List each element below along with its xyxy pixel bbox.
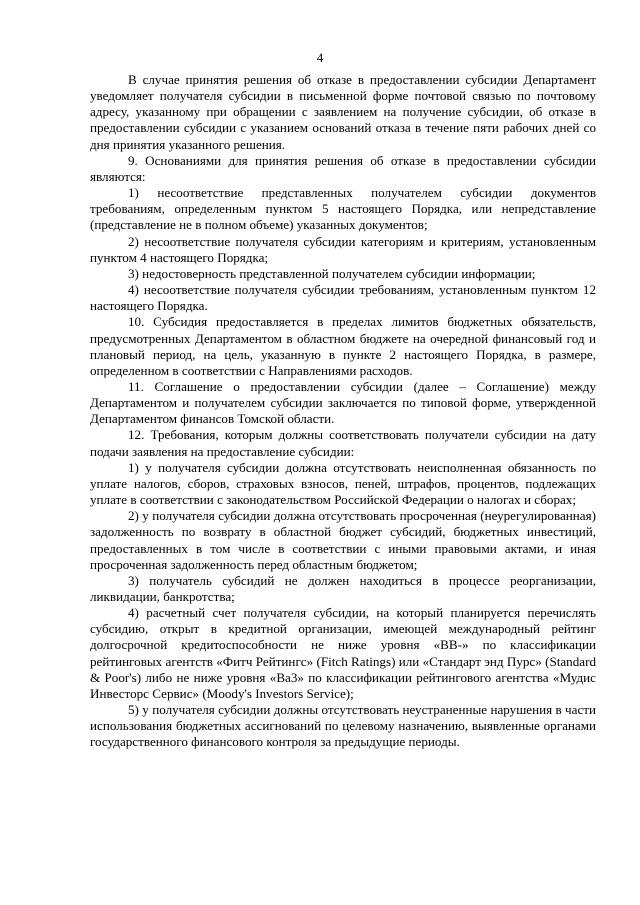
paragraph-10: 10. Субсидия предоставляется в пределах лимитов бюджетных обязательств, предусмотренных Департаментом в областном бюджете на очередной финансовый год и плановый период, на цель, указанную в пункте 2 настоящего Порядка, в размере, определенном в соответствии с Направлениями расходов. [90,314,596,378]
paragraph-9-item-1: 1) несоответствие представленных получателем субсидии документов требованиям, определенным пунктом 5 настоящего Порядка, или непредставление (представление не в полном объеме) указанных документов; [90,185,596,233]
page-number: 4 [316,50,324,65]
paragraph-9-item-4: 4) несоответствие получателя субсидии требованиям, установленным пунктом 12 настоящего Порядка. [90,282,596,314]
paragraph-12-requirements: 12. Требования, которым должны соответствовать получатели субсидии на дату подачи заявления на предоставление субсидии: [90,427,596,459]
paragraph-12-item-3: 3) получатель субсидий не должен находиться в процессе реорганизации, ликвидации, банкротства; [90,572,596,604]
paragraph-12-item-2: 2) у получателя субсидии должна отсутствовать просроченная (неурегулированная) задолженность по возврату в областной бюджет субсидий, бюджетных инвестиций, предоставленных в том числе в соответствии с иными правовыми актами, и иная просроченная задолженность перед областным бюджетом; [90,508,596,572]
paragraph-12-item-5: 5) у получателя субсидии должны отсутствовать неустраненные нарушения в части использования бюджетных ассигнований по целевому назначению, выявленные органами государственного финансового контроля за предыдущие периоды. [90,702,596,750]
paragraph-9-item-3: 3) недостоверность представленной получателем субсидии информации; [128,265,536,281]
paragraph-9-grounds: 9. Основаниями для принятия решения об отказе в предоставлении субсидии являются: [90,152,596,184]
document-body [90,40,596,751]
paragraph-12-item-4: 4) расчетный счет получателя субсидии, на который планируется перечислять субсидию, открыт в кредитной организации, имеющей международный рейтинг долгосрочной кредитоспособности не ниже уровня «BB-» по классификации рейтинговых агентств «Фитч Рейтингс» (Fitch Ratings) или «Стандарт энд Пурс» (Standard & Poor's) либо не ниже уровня «Ba3» по классификации рейтингового агентства «Мудис Инвесторс Сервис» (Moody's Investors Service); [90,605,596,701]
paragraph-11: 11. Соглашение о предоставлении субсидии (далее – Соглашение) между Департаментом и получателем субсидии заключается по типовой форме, утвержденной Департаментом финансов Томской области. [90,378,596,427]
paragraph-refusal-notice: В случае принятия решения об отказе в предоставлении субсидии Департамент уведомляет получателя субсидии в письменной форме почтовой связью по почтовому адресу, указанному при обращении с заявлением на получение субсидии, об отказе в предоставлении субсидии с указанием оснований отказа в течение пяти рабочих дней со дня принятия указанного решения. [90,72,596,152]
paragraph-9-item-2: 2) несоответствие получателя субсидии категориям и критериям, установленным пунктом 4 настоящего Порядка; [90,233,596,265]
paragraph-12-item-1: 1) у получателя субсидии должна отсутствовать неисполненная обязанность по уплате налогов, сборов, страховых взносов, пеней, штрафов, процентов, подлежащих уплате в соответствии с законодательством Российской Федерации о налогах и сборах; [90,459,596,508]
